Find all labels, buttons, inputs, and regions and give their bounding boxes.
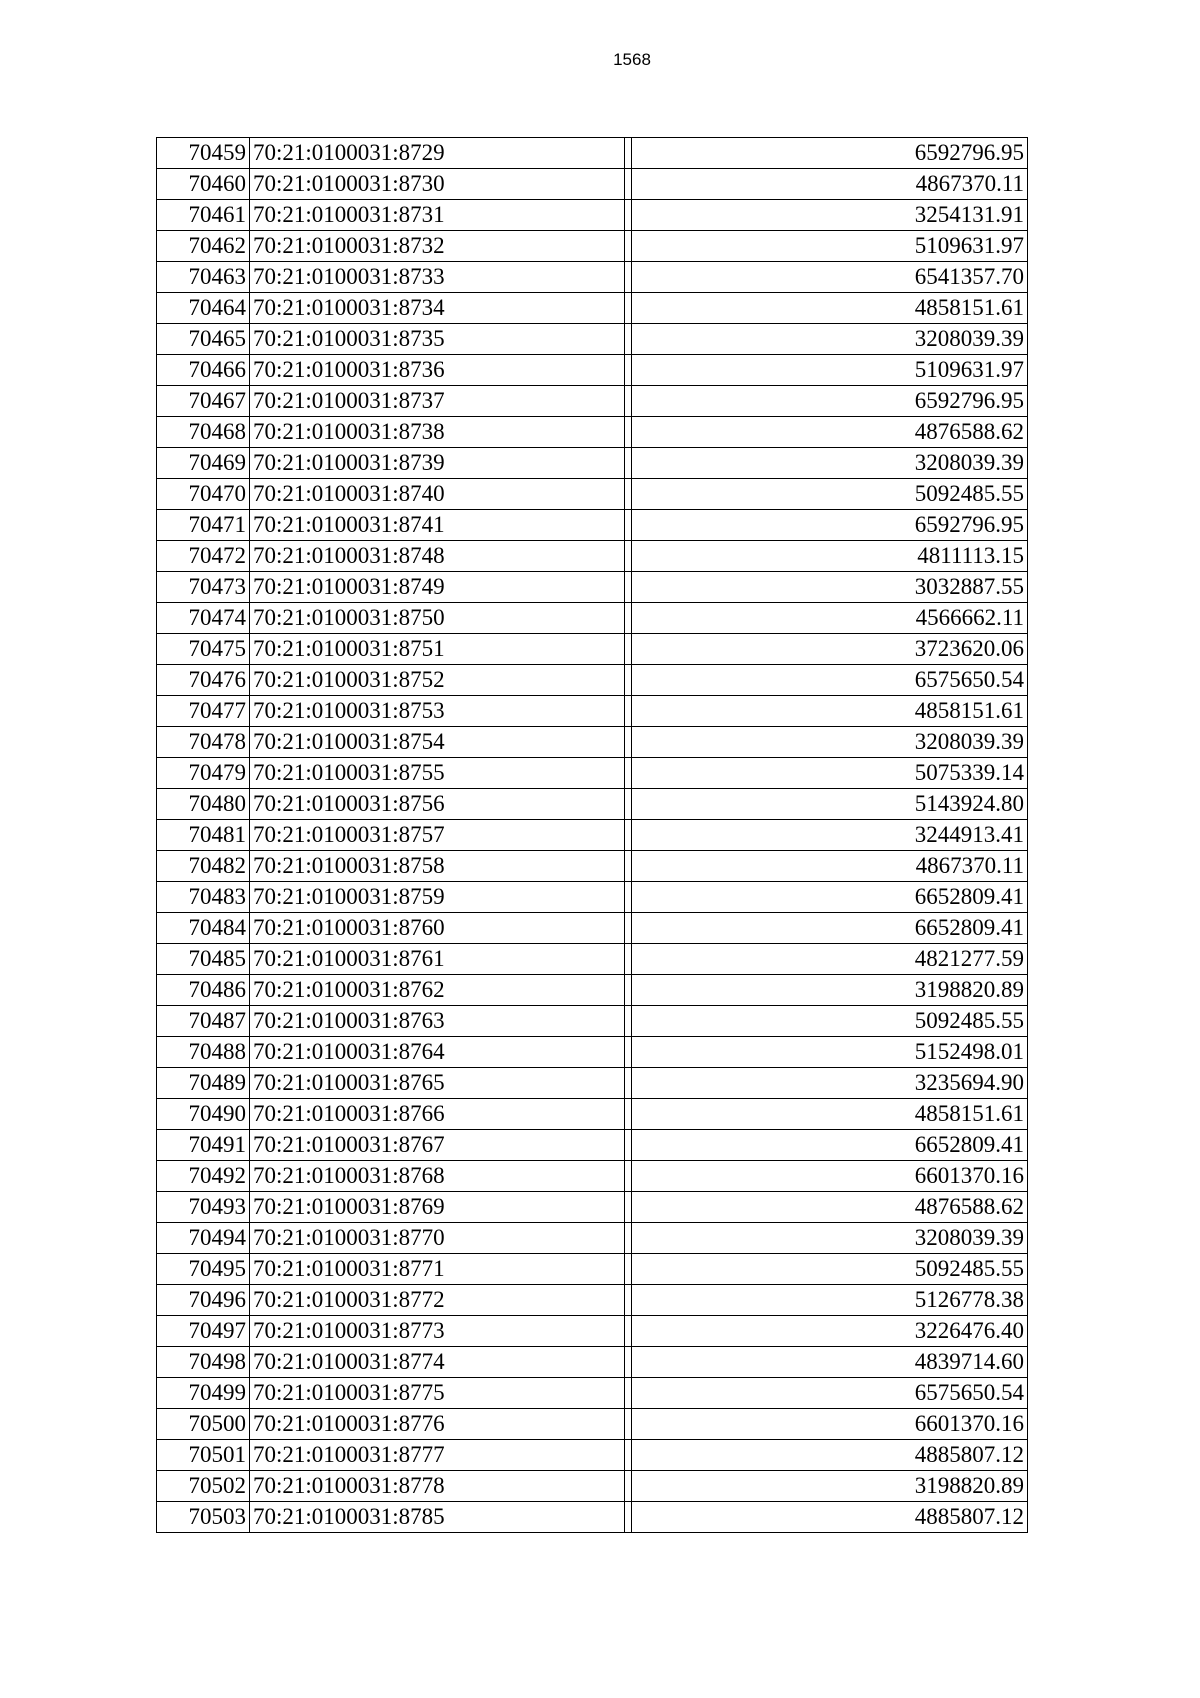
empty-cell bbox=[625, 1130, 632, 1161]
cadastral-number-cell: 70:21:0100031:8760 bbox=[250, 913, 625, 944]
cadastral-number-cell: 70:21:0100031:8756 bbox=[250, 789, 625, 820]
row-number-cell: 70491 bbox=[157, 1130, 250, 1161]
table-body bbox=[157, 138, 1028, 1533]
table-row bbox=[157, 1006, 1028, 1037]
row-number-cell: 70496 bbox=[157, 1285, 250, 1316]
row-number-cell: 70465 bbox=[157, 324, 250, 355]
table-row bbox=[157, 665, 1028, 696]
cadastral-value-cell: 6601370.16 bbox=[632, 1409, 1028, 1440]
table-row bbox=[157, 293, 1028, 324]
cadastral-number-cell: 70:21:0100031:8751 bbox=[250, 634, 625, 665]
table-row bbox=[157, 1223, 1028, 1254]
empty-cell bbox=[625, 1378, 632, 1409]
empty-cell bbox=[625, 1471, 632, 1502]
row-number-cell: 70474 bbox=[157, 603, 250, 634]
cadastral-value-cell: 6575650.54 bbox=[632, 665, 1028, 696]
cadastral-number-cell: 70:21:0100031:8761 bbox=[250, 944, 625, 975]
empty-cell bbox=[625, 541, 632, 572]
empty-cell bbox=[625, 1254, 632, 1285]
cadastral-number-cell: 70:21:0100031:8776 bbox=[250, 1409, 625, 1440]
row-number-cell: 70488 bbox=[157, 1037, 250, 1068]
cadastral-number-cell: 70:21:0100031:8732 bbox=[250, 231, 625, 262]
cadastral-value-cell: 6592796.95 bbox=[632, 138, 1028, 169]
table-row bbox=[157, 417, 1028, 448]
row-number-cell: 70502 bbox=[157, 1471, 250, 1502]
cadastral-value-cell: 5075339.14 bbox=[632, 758, 1028, 789]
cadastral-value-cell: 5109631.97 bbox=[632, 355, 1028, 386]
row-number-cell: 70485 bbox=[157, 944, 250, 975]
row-number-cell: 70487 bbox=[157, 1006, 250, 1037]
cadastral-number-cell: 70:21:0100031:8774 bbox=[250, 1347, 625, 1378]
cadastral-number-cell: 70:21:0100031:8757 bbox=[250, 820, 625, 851]
cadastral-value-cell: 4876588.62 bbox=[632, 417, 1028, 448]
table-row bbox=[157, 200, 1028, 231]
empty-cell bbox=[625, 355, 632, 386]
cadastral-number-cell: 70:21:0100031:8778 bbox=[250, 1471, 625, 1502]
empty-cell bbox=[625, 510, 632, 541]
cadastral-value-cell: 4811113.15 bbox=[632, 541, 1028, 572]
table-row bbox=[157, 448, 1028, 479]
row-number-cell: 70470 bbox=[157, 479, 250, 510]
empty-cell bbox=[625, 1347, 632, 1378]
table-row bbox=[157, 603, 1028, 634]
table-row bbox=[157, 1161, 1028, 1192]
table-row bbox=[157, 386, 1028, 417]
row-number-cell: 70466 bbox=[157, 355, 250, 386]
cadastral-number-cell: 70:21:0100031:8764 bbox=[250, 1037, 625, 1068]
cadastral-number-cell: 70:21:0100031:8758 bbox=[250, 851, 625, 882]
empty-cell bbox=[625, 169, 632, 200]
table-row bbox=[157, 1316, 1028, 1347]
cadastral-number-cell: 70:21:0100031:8753 bbox=[250, 696, 625, 727]
table-row bbox=[157, 572, 1028, 603]
empty-cell bbox=[625, 820, 632, 851]
empty-cell bbox=[625, 1161, 632, 1192]
empty-cell bbox=[625, 138, 632, 169]
table-row bbox=[157, 541, 1028, 572]
empty-cell bbox=[625, 975, 632, 1006]
cadastral-value-cell: 3208039.39 bbox=[632, 448, 1028, 479]
table-row bbox=[157, 1502, 1028, 1533]
table-row bbox=[157, 758, 1028, 789]
page-number: 1568 bbox=[613, 50, 651, 69]
table-row bbox=[157, 1130, 1028, 1161]
cadastral-value-cell: 4858151.61 bbox=[632, 293, 1028, 324]
table-row bbox=[157, 851, 1028, 882]
table-row bbox=[157, 479, 1028, 510]
cadastral-number-cell: 70:21:0100031:8768 bbox=[250, 1161, 625, 1192]
cadastral-value-cell: 6652809.41 bbox=[632, 1130, 1028, 1161]
cadastral-value-cell: 4858151.61 bbox=[632, 696, 1028, 727]
cadastral-value-cell: 5152498.01 bbox=[632, 1037, 1028, 1068]
cadastral-value-cell: 5092485.55 bbox=[632, 479, 1028, 510]
row-number-cell: 70471 bbox=[157, 510, 250, 541]
row-number-cell: 70492 bbox=[157, 1161, 250, 1192]
empty-cell bbox=[625, 727, 632, 758]
cadastral-value-cell: 6541357.70 bbox=[632, 262, 1028, 293]
cadastral-number-cell: 70:21:0100031:8775 bbox=[250, 1378, 625, 1409]
table-row bbox=[157, 1347, 1028, 1378]
empty-cell bbox=[625, 293, 632, 324]
table-row bbox=[157, 1068, 1028, 1099]
row-number-cell: 70475 bbox=[157, 634, 250, 665]
cadastral-number-cell: 70:21:0100031:8739 bbox=[250, 448, 625, 479]
row-number-cell: 70478 bbox=[157, 727, 250, 758]
cadastral-value-cell: 5092485.55 bbox=[632, 1006, 1028, 1037]
cadastral-number-cell: 70:21:0100031:8733 bbox=[250, 262, 625, 293]
row-number-cell: 70498 bbox=[157, 1347, 250, 1378]
table-row bbox=[157, 1254, 1028, 1285]
cadastral-value-cell: 6575650.54 bbox=[632, 1378, 1028, 1409]
empty-cell bbox=[625, 882, 632, 913]
cadastral-number-cell: 70:21:0100031:8729 bbox=[250, 138, 625, 169]
cadastral-value-cell: 3198820.89 bbox=[632, 975, 1028, 1006]
empty-cell bbox=[625, 324, 632, 355]
empty-cell bbox=[625, 665, 632, 696]
cadastral-number-cell: 70:21:0100031:8750 bbox=[250, 603, 625, 634]
row-number-cell: 70501 bbox=[157, 1440, 250, 1471]
empty-cell bbox=[625, 1409, 632, 1440]
table-row bbox=[157, 231, 1028, 262]
row-number-cell: 70468 bbox=[157, 417, 250, 448]
table-row bbox=[157, 820, 1028, 851]
empty-cell bbox=[625, 479, 632, 510]
cadastral-value-cell: 4867370.11 bbox=[632, 169, 1028, 200]
table-row bbox=[157, 882, 1028, 913]
row-number-cell: 70464 bbox=[157, 293, 250, 324]
cadastral-value-cell: 4885807.12 bbox=[632, 1502, 1028, 1533]
cadastral-number-cell: 70:21:0100031:8754 bbox=[250, 727, 625, 758]
empty-cell bbox=[625, 1285, 632, 1316]
empty-cell bbox=[625, 1223, 632, 1254]
row-number-cell: 70472 bbox=[157, 541, 250, 572]
table-row bbox=[157, 1378, 1028, 1409]
empty-cell bbox=[625, 1502, 632, 1533]
cadastral-number-cell: 70:21:0100031:8741 bbox=[250, 510, 625, 541]
row-number-cell: 70493 bbox=[157, 1192, 250, 1223]
cadastral-number-cell: 70:21:0100031:8737 bbox=[250, 386, 625, 417]
cadastral-number-cell: 70:21:0100031:8766 bbox=[250, 1099, 625, 1130]
empty-cell bbox=[625, 417, 632, 448]
cadastral-number-cell: 70:21:0100031:8763 bbox=[250, 1006, 625, 1037]
cadastral-value-cell: 3244913.41 bbox=[632, 820, 1028, 851]
cadastral-number-cell: 70:21:0100031:8785 bbox=[250, 1502, 625, 1533]
row-number-cell: 70484 bbox=[157, 913, 250, 944]
row-number-cell: 70469 bbox=[157, 448, 250, 479]
table-row bbox=[157, 169, 1028, 200]
cadastral-number-cell: 70:21:0100031:8759 bbox=[250, 882, 625, 913]
row-number-cell: 70490 bbox=[157, 1099, 250, 1130]
cadastral-number-cell: 70:21:0100031:8771 bbox=[250, 1254, 625, 1285]
table-row bbox=[157, 1440, 1028, 1471]
row-number-cell: 70499 bbox=[157, 1378, 250, 1409]
cadastral-number-cell: 70:21:0100031:8769 bbox=[250, 1192, 625, 1223]
empty-cell bbox=[625, 262, 632, 293]
empty-cell bbox=[625, 1440, 632, 1471]
cadastral-number-cell: 70:21:0100031:8736 bbox=[250, 355, 625, 386]
cadastral-number-cell: 70:21:0100031:8762 bbox=[250, 975, 625, 1006]
cadastral-number-cell: 70:21:0100031:8740 bbox=[250, 479, 625, 510]
empty-cell bbox=[625, 386, 632, 417]
cadastral-number-cell: 70:21:0100031:8755 bbox=[250, 758, 625, 789]
cadastral-value-cell: 3198820.89 bbox=[632, 1471, 1028, 1502]
cadastral-number-cell: 70:21:0100031:8731 bbox=[250, 200, 625, 231]
cadastral-value-cell: 4885807.12 bbox=[632, 1440, 1028, 1471]
empty-cell bbox=[625, 634, 632, 665]
cadastral-value-cell: 6592796.95 bbox=[632, 510, 1028, 541]
table-row bbox=[157, 975, 1028, 1006]
table-row bbox=[157, 1037, 1028, 1068]
cadastral-number-cell: 70:21:0100031:8777 bbox=[250, 1440, 625, 1471]
row-number-cell: 70486 bbox=[157, 975, 250, 1006]
table-row bbox=[157, 510, 1028, 541]
table-row bbox=[157, 324, 1028, 355]
cadastral-value-cell: 4566662.11 bbox=[632, 603, 1028, 634]
row-number-cell: 70503 bbox=[157, 1502, 250, 1533]
cadastral-number-cell: 70:21:0100031:8748 bbox=[250, 541, 625, 572]
row-number-cell: 70500 bbox=[157, 1409, 250, 1440]
cadastral-number-cell: 70:21:0100031:8773 bbox=[250, 1316, 625, 1347]
cadastral-number-cell: 70:21:0100031:8752 bbox=[250, 665, 625, 696]
cadastral-number-cell: 70:21:0100031:8738 bbox=[250, 417, 625, 448]
cadastral-value-cell: 5109631.97 bbox=[632, 231, 1028, 262]
cadastral-value-cell: 3208039.39 bbox=[632, 727, 1028, 758]
cadastral-value-cell: 3226476.40 bbox=[632, 1316, 1028, 1347]
empty-cell bbox=[625, 1192, 632, 1223]
cadastral-value-cell: 5092485.55 bbox=[632, 1254, 1028, 1285]
cadastral-number-cell: 70:21:0100031:8767 bbox=[250, 1130, 625, 1161]
cadastral-value-cell: 3235694.90 bbox=[632, 1068, 1028, 1099]
row-number-cell: 70463 bbox=[157, 262, 250, 293]
cadastral-value-cell: 4858151.61 bbox=[632, 1099, 1028, 1130]
empty-cell bbox=[625, 944, 632, 975]
empty-cell bbox=[625, 758, 632, 789]
row-number-cell: 70460 bbox=[157, 169, 250, 200]
row-number-cell: 70461 bbox=[157, 200, 250, 231]
cadastral-value-cell: 4867370.11 bbox=[632, 851, 1028, 882]
cadastral-number-cell: 70:21:0100031:8772 bbox=[250, 1285, 625, 1316]
cadastral-value-cell: 4821277.59 bbox=[632, 944, 1028, 975]
empty-cell bbox=[625, 696, 632, 727]
cadastral-value-cell: 6601370.16 bbox=[632, 1161, 1028, 1192]
cadastral-value-cell: 6652809.41 bbox=[632, 882, 1028, 913]
cadastral-value-cell: 3254131.91 bbox=[632, 200, 1028, 231]
table-row bbox=[157, 1471, 1028, 1502]
table-row bbox=[157, 138, 1028, 169]
cadastral-value-cell: 3723620.06 bbox=[632, 634, 1028, 665]
cadastral-value-cell: 3208039.39 bbox=[632, 1223, 1028, 1254]
table-row bbox=[157, 944, 1028, 975]
cadastral-number-cell: 70:21:0100031:8749 bbox=[250, 572, 625, 603]
row-number-cell: 70495 bbox=[157, 1254, 250, 1285]
cadastral-number-cell: 70:21:0100031:8735 bbox=[250, 324, 625, 355]
table-row bbox=[157, 1285, 1028, 1316]
row-number-cell: 70473 bbox=[157, 572, 250, 603]
row-number-cell: 70480 bbox=[157, 789, 250, 820]
row-number-cell: 70462 bbox=[157, 231, 250, 262]
cadastral-value-cell: 5143924.80 bbox=[632, 789, 1028, 820]
row-number-cell: 70479 bbox=[157, 758, 250, 789]
cadastral-value-cell: 4839714.60 bbox=[632, 1347, 1028, 1378]
empty-cell bbox=[625, 913, 632, 944]
empty-cell bbox=[625, 789, 632, 820]
cadastral-value-table bbox=[156, 137, 1028, 1533]
cadastral-number-cell: 70:21:0100031:8770 bbox=[250, 1223, 625, 1254]
table-row bbox=[157, 727, 1028, 758]
row-number-cell: 70459 bbox=[157, 138, 250, 169]
table-row bbox=[157, 913, 1028, 944]
row-number-cell: 70476 bbox=[157, 665, 250, 696]
empty-cell bbox=[625, 1068, 632, 1099]
table-row bbox=[157, 696, 1028, 727]
empty-cell bbox=[625, 1316, 632, 1347]
row-number-cell: 70494 bbox=[157, 1223, 250, 1254]
row-number-cell: 70477 bbox=[157, 696, 250, 727]
cadastral-value-cell: 4876588.62 bbox=[632, 1192, 1028, 1223]
row-number-cell: 70467 bbox=[157, 386, 250, 417]
empty-cell bbox=[625, 231, 632, 262]
table-row bbox=[157, 634, 1028, 665]
empty-cell bbox=[625, 448, 632, 479]
empty-cell bbox=[625, 1037, 632, 1068]
table-row bbox=[157, 355, 1028, 386]
empty-cell bbox=[625, 1099, 632, 1130]
empty-cell bbox=[625, 603, 632, 634]
table-row bbox=[157, 1409, 1028, 1440]
row-number-cell: 70482 bbox=[157, 851, 250, 882]
row-number-cell: 70497 bbox=[157, 1316, 250, 1347]
cadastral-value-cell: 6652809.41 bbox=[632, 913, 1028, 944]
table-row bbox=[157, 789, 1028, 820]
cadastral-number-cell: 70:21:0100031:8734 bbox=[250, 293, 625, 324]
cadastral-value-cell: 5126778.38 bbox=[632, 1285, 1028, 1316]
row-number-cell: 70489 bbox=[157, 1068, 250, 1099]
table-row bbox=[157, 262, 1028, 293]
cadastral-value-cell: 3208039.39 bbox=[632, 324, 1028, 355]
empty-cell bbox=[625, 572, 632, 603]
cadastral-value-cell: 3032887.55 bbox=[632, 572, 1028, 603]
empty-cell bbox=[625, 851, 632, 882]
empty-cell bbox=[625, 200, 632, 231]
table-row bbox=[157, 1192, 1028, 1223]
row-number-cell: 70481 bbox=[157, 820, 250, 851]
row-number-cell: 70483 bbox=[157, 882, 250, 913]
cadastral-value-cell: 6592796.95 bbox=[632, 386, 1028, 417]
table-row bbox=[157, 1099, 1028, 1130]
empty-cell bbox=[625, 1006, 632, 1037]
cadastral-number-cell: 70:21:0100031:8765 bbox=[250, 1068, 625, 1099]
cadastral-number-cell: 70:21:0100031:8730 bbox=[250, 169, 625, 200]
